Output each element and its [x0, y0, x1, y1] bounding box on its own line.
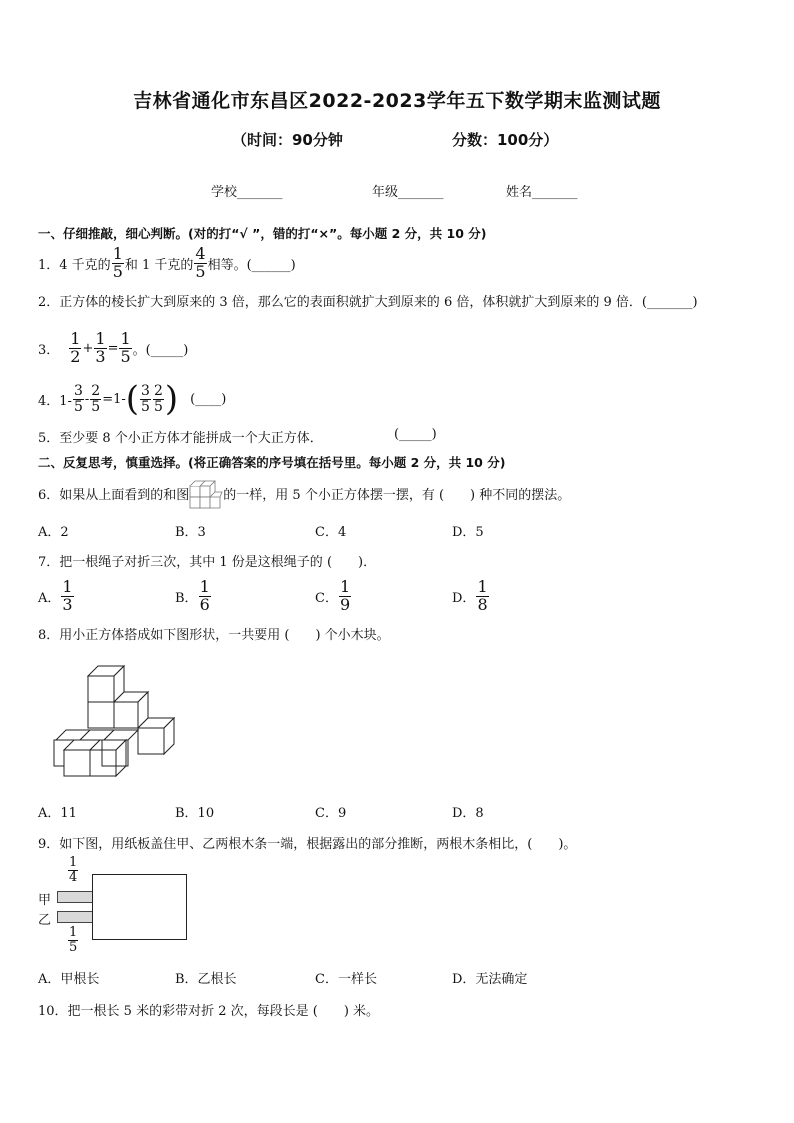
q7-option-b[interactable]: B． $\frac{1}{6}$ — [175, 576, 210, 614]
question-10: 10．把一根长 5 米的彩带对折 2 次，每段长是 ( ) 米。 — [38, 1004, 380, 1019]
q4-answer-blank[interactable]: (____) — [190, 391, 227, 407]
q1-text-c[interactable]: 相等。(______) — [207, 257, 296, 273]
question-3 — [38, 326, 188, 370]
section2-heading: 二、反复思考，慎重选择。(将正确答案的序号填在括号里。每小题 2 分，共 10 分) — [38, 455, 506, 470]
question-6 — [38, 476, 570, 510]
q1-fraction-1: $\frac{1}{5}$ — [112, 243, 123, 281]
q6-text-b: 的一样，用 5 个小正方体摆一摆，有 ( ) 种不同的摆法。 — [223, 487, 571, 503]
wood-strips-figure — [36, 856, 196, 960]
school-field[interactable]: 学校_______ — [211, 185, 283, 200]
yi-strip — [57, 911, 95, 923]
q3-fraction-2: $\frac{1}{3}$ — [95, 328, 106, 366]
q4-left-paren: ( — [125, 379, 140, 419]
q7-option-c[interactable]: C． $\frac{1}{9}$ — [315, 576, 351, 614]
jia-exposed-fraction: $\frac{1}{4}$ — [69, 855, 78, 885]
grade-field[interactable]: 年级_______ — [372, 185, 444, 200]
q4-fraction-1: $\frac{3}{5}$ — [73, 382, 83, 415]
q9-option-c[interactable]: C．一样长 — [315, 972, 377, 987]
q4-minus: - — [84, 391, 90, 407]
q6-option-b[interactable]: B．3 — [175, 525, 206, 540]
q8-option-c[interactable]: C．9 — [315, 806, 347, 821]
q4-fraction-3: $\frac{3}{5}$ — [141, 382, 150, 415]
q9-option-d[interactable]: D．无法确定 — [452, 972, 528, 987]
question-1 — [38, 243, 296, 283]
q3-equals: = — [107, 340, 119, 356]
q4-fraction-4: $\frac{2}{5}$ — [153, 382, 163, 415]
exam-score: 分数：100分） — [452, 131, 559, 149]
q6-option-c[interactable]: C．4 — [315, 525, 347, 540]
q4-equals: =1- — [102, 391, 126, 407]
yi-exposed-fraction: $\frac{1}{5}$ — [69, 925, 78, 955]
question-8: 8．用小正方体搭成如下图形状，一共要用 ( ) 个小木块。 — [38, 628, 390, 643]
yi-label: 乙 — [38, 913, 52, 928]
q8-option-a[interactable]: A．11 — [38, 806, 77, 821]
q4-label: 4．1- — [38, 393, 72, 409]
q6-text-a: 6．如果从上面看到的和图 — [38, 487, 190, 503]
top-view-figure — [189, 476, 223, 510]
q9-option-a[interactable]: A．甲根长 — [38, 972, 100, 987]
q1-text-a: 1．4 千克的 — [38, 257, 111, 273]
q6-option-d[interactable]: D．5 — [452, 525, 484, 540]
q4-fraction-2: $\frac{2}{5}$ — [91, 382, 101, 415]
q6-option-a[interactable]: A．2 — [38, 525, 69, 540]
q3-plus: + — [82, 340, 94, 356]
question-9: 9．如下图，用纸板盖住甲、乙两根木条一端，根据露出的部分推断，两根木条相比，( )。 — [38, 837, 577, 852]
q1-text-b: 和 1 千克的 — [124, 257, 194, 273]
cube-stack-figure — [44, 662, 184, 780]
q8-option-b[interactable]: B．10 — [175, 806, 215, 821]
q3-fraction-1: $\frac{1}{2}$ — [70, 328, 81, 366]
question-5: 5．至少要 8 个小正方体才能拼成一个大正方体． — [38, 431, 323, 446]
q7-option-d[interactable]: D． $\frac{1}{8}$ — [452, 576, 488, 614]
cardboard-cover — [92, 874, 187, 940]
q8-option-d[interactable]: D．8 — [452, 806, 484, 821]
jia-strip — [57, 891, 95, 903]
q1-fraction-2: $\frac{4}{5}$ — [195, 243, 206, 281]
q3-label: 3． — [38, 342, 60, 358]
q4-right-paren: ) — [164, 379, 179, 419]
question-2[interactable]: 2．正方体的棱长扩大到原来的 3 倍，那么它的表面积就扩大到原来的 6 倍，体积就扩大到原来的 9 倍．(_______) — [38, 295, 698, 310]
section1-heading: 一、仔细推敲，细心判断。(对的打“√ ”，错的打“×”。每小题 2 分，共 10 分) — [38, 226, 487, 241]
q3-answer-blank[interactable]: 。(_____) — [132, 342, 189, 358]
q7-option-a[interactable]: A． $\frac{1}{3}$ — [38, 576, 73, 614]
q5-answer-blank[interactable]: (_____) — [394, 427, 437, 442]
q9-option-b[interactable]: B．乙根长 — [175, 972, 237, 987]
exam-time: （时间：90分钟 — [232, 131, 343, 149]
question-4 — [38, 378, 226, 420]
page-title: 吉林省通化市东昌区2022-2023学年五下数学期末监测试题 — [133, 90, 661, 112]
q3-fraction-3: $\frac{1}{5}$ — [120, 328, 131, 366]
jia-label: 甲 — [38, 893, 52, 908]
question-7: 7．把一根绳子对折三次，其中 1 份是这根绳子的 ( )． — [38, 555, 377, 570]
name-field[interactable]: 姓名_______ — [506, 185, 578, 200]
